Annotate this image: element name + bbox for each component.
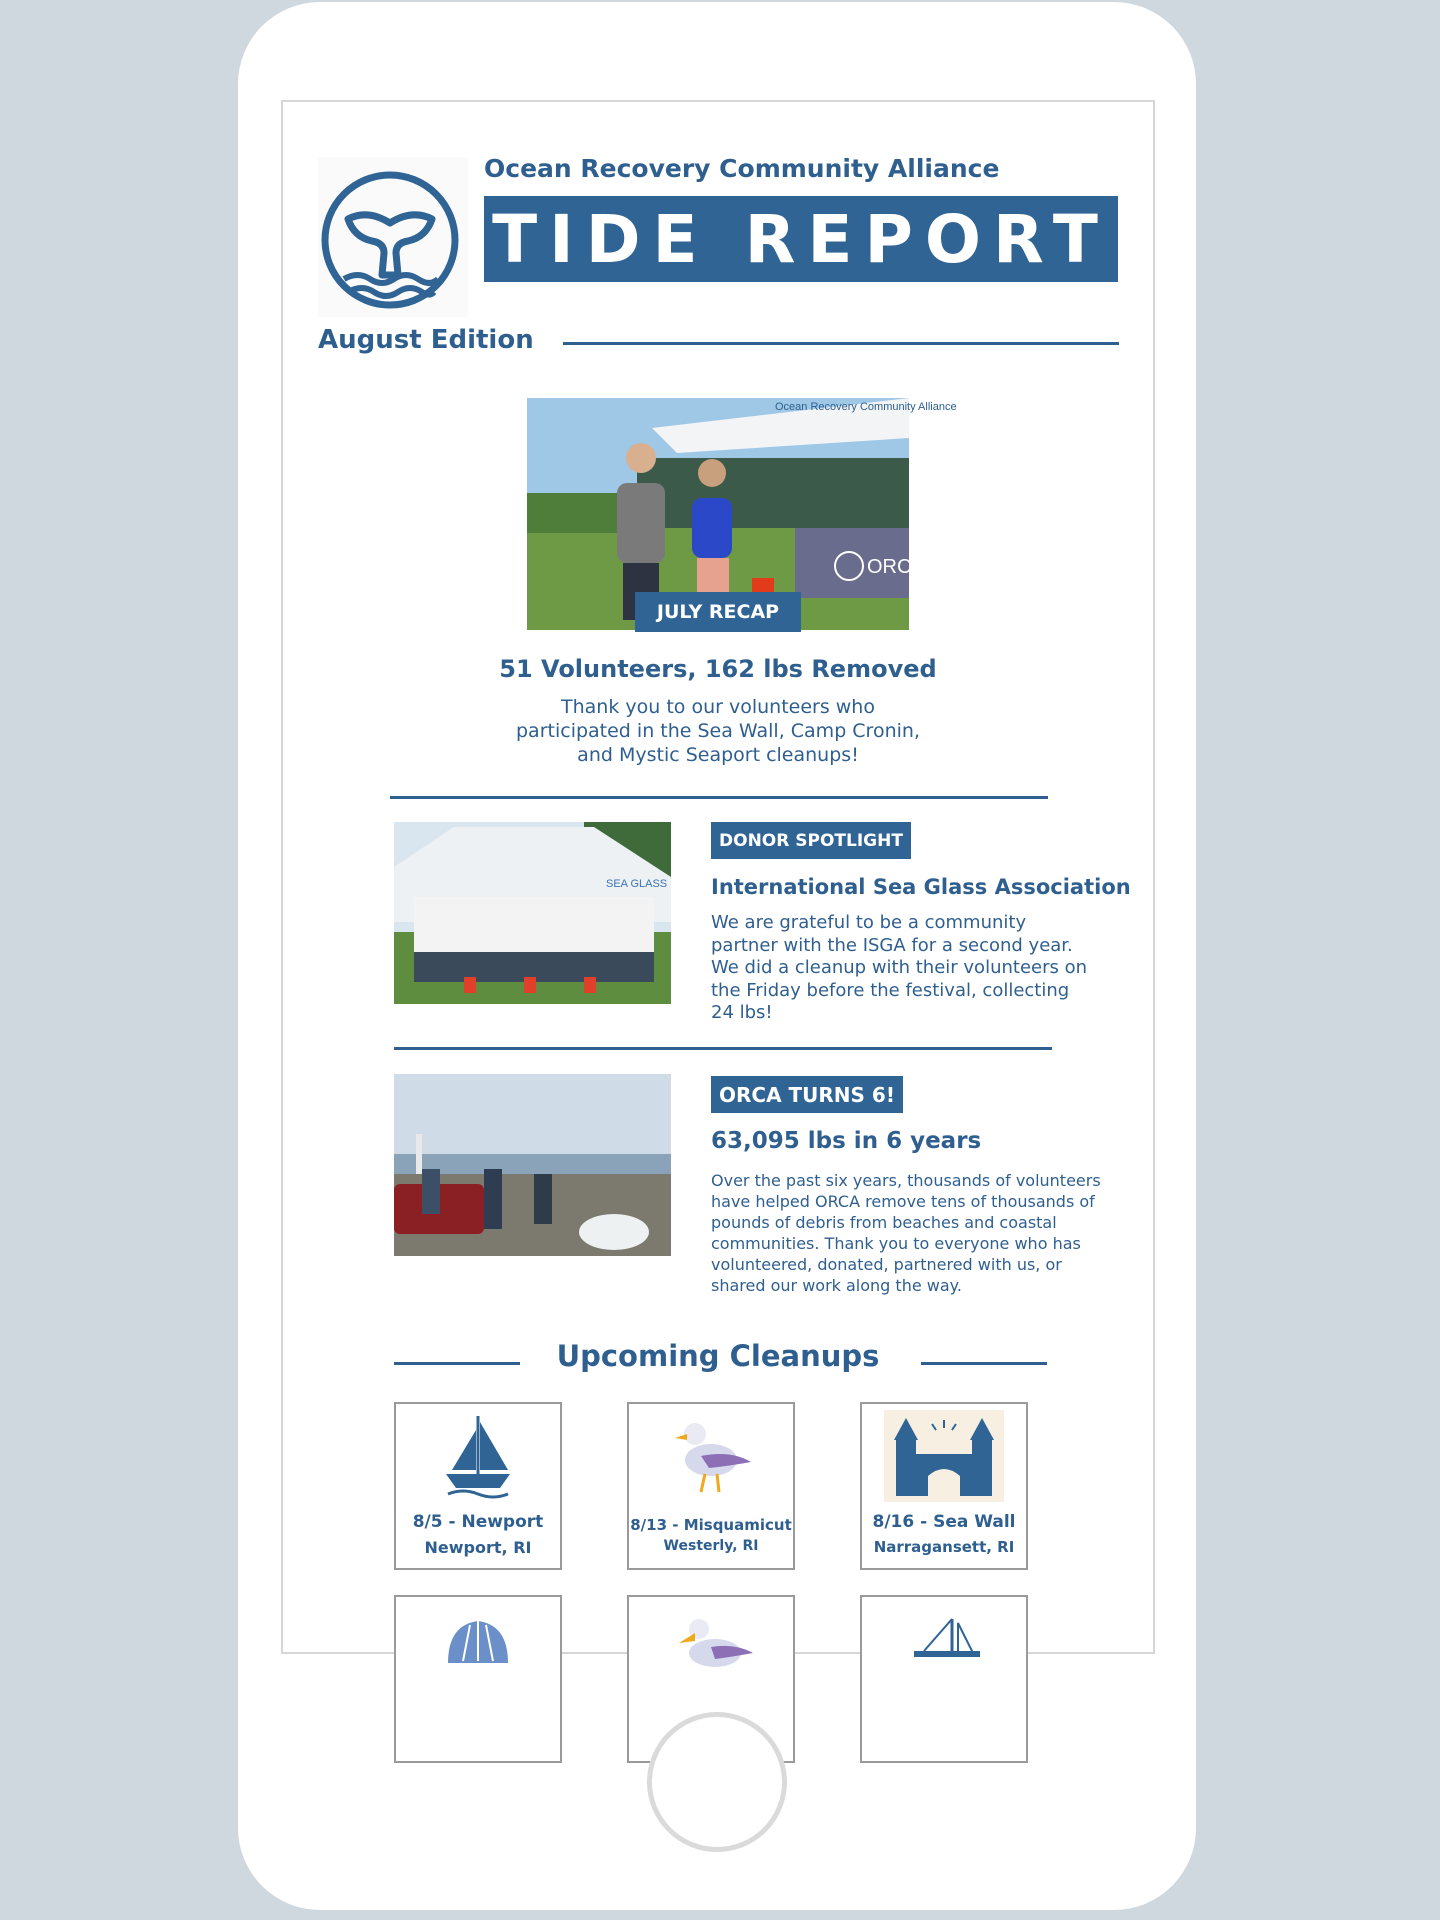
recap-body: Thank you to our volunteers who participated in the Sea Wall, Camp Cronin, and Mystic Seaport cleanups! bbox=[516, 696, 920, 766]
seashell-icon bbox=[396, 1603, 560, 1695]
cleanup-card-misquamicut[interactable] bbox=[627, 1402, 795, 1570]
orca-whale-tail-logo bbox=[318, 157, 468, 317]
cleanup-date-name: 8/5 - Newport bbox=[412, 1512, 544, 1532]
cleanup-location: Westerly, RI bbox=[663, 1538, 759, 1554]
table-banner-text: ORCA bbox=[867, 556, 925, 578]
home-button[interactable] bbox=[647, 1712, 787, 1852]
tent-banner-text: Ocean Recovery Community Alliance bbox=[775, 401, 957, 413]
donor-body: We are grateful to be a community partner with the ISGA for a second year. We did a cleanup with their volunteers on the Friday before the festival, collecting 24 lbs! bbox=[711, 912, 1088, 1023]
edition-label: August Edition bbox=[318, 325, 534, 355]
cleanup-card[interactable] bbox=[394, 1595, 562, 1763]
cleanup-date-name: 8/13 - Misquamicut bbox=[630, 1516, 792, 1534]
donor-spotlight-tag: DONOR SPOTLIGHT bbox=[711, 822, 911, 859]
divider bbox=[921, 1362, 1047, 1365]
orca-turns-6-tag: ORCA TURNS 6! bbox=[711, 1076, 903, 1113]
upcoming-cleanups-heading: Upcoming Cleanups bbox=[556, 1339, 880, 1373]
anniversary-title: 63,095 lbs in 6 years bbox=[711, 1128, 982, 1154]
newsletter-title: TIDE REPORT bbox=[492, 200, 1110, 278]
divider bbox=[394, 1047, 1052, 1050]
sailboat-icon bbox=[396, 1410, 560, 1502]
divider bbox=[563, 342, 1119, 345]
recap-headline: 51 Volunteers, 162 lbs Removed bbox=[499, 655, 937, 683]
newsletter-title-banner bbox=[484, 196, 1118, 282]
anniversary-body: Over the past six years, thousands of volunteers have helped ORCA remove tens of thousands of pounds of debris from beaches and coastal communities. Thank you to everyone who has volunteered, donated, partnered with us, or shared our work along the way. bbox=[711, 1171, 1101, 1295]
cleanup-card[interactable] bbox=[860, 1595, 1028, 1763]
cleanup-card-sea-wall[interactable] bbox=[860, 1402, 1028, 1570]
sea-glass-volunteers-photo[interactable] bbox=[394, 822, 671, 1004]
tent-banner-text: SEA GLASS bbox=[606, 878, 668, 890]
towers-icon bbox=[862, 1410, 1026, 1502]
orca-cleanup-truck-photo[interactable] bbox=[394, 1074, 671, 1256]
cleanup-location: Narragansett, RI bbox=[873, 1538, 1015, 1556]
donor-title: International Sea Glass Association bbox=[711, 875, 1131, 899]
seagull-icon bbox=[629, 1603, 793, 1695]
fishing-boat-icon bbox=[862, 1603, 1026, 1695]
org-name: Ocean Recovery Community Alliance bbox=[484, 154, 1000, 183]
cleanup-date-name: 8/16 - Sea Wall bbox=[872, 1512, 1016, 1532]
newsletter-screen[interactable] bbox=[281, 100, 1155, 1654]
july-recap-badge: JULY RECAP bbox=[635, 592, 801, 632]
divider bbox=[390, 796, 1048, 799]
cleanup-card-newport[interactable] bbox=[394, 1402, 562, 1570]
seagull-icon bbox=[629, 1410, 793, 1502]
cleanup-location: Newport, RI bbox=[424, 1538, 532, 1557]
